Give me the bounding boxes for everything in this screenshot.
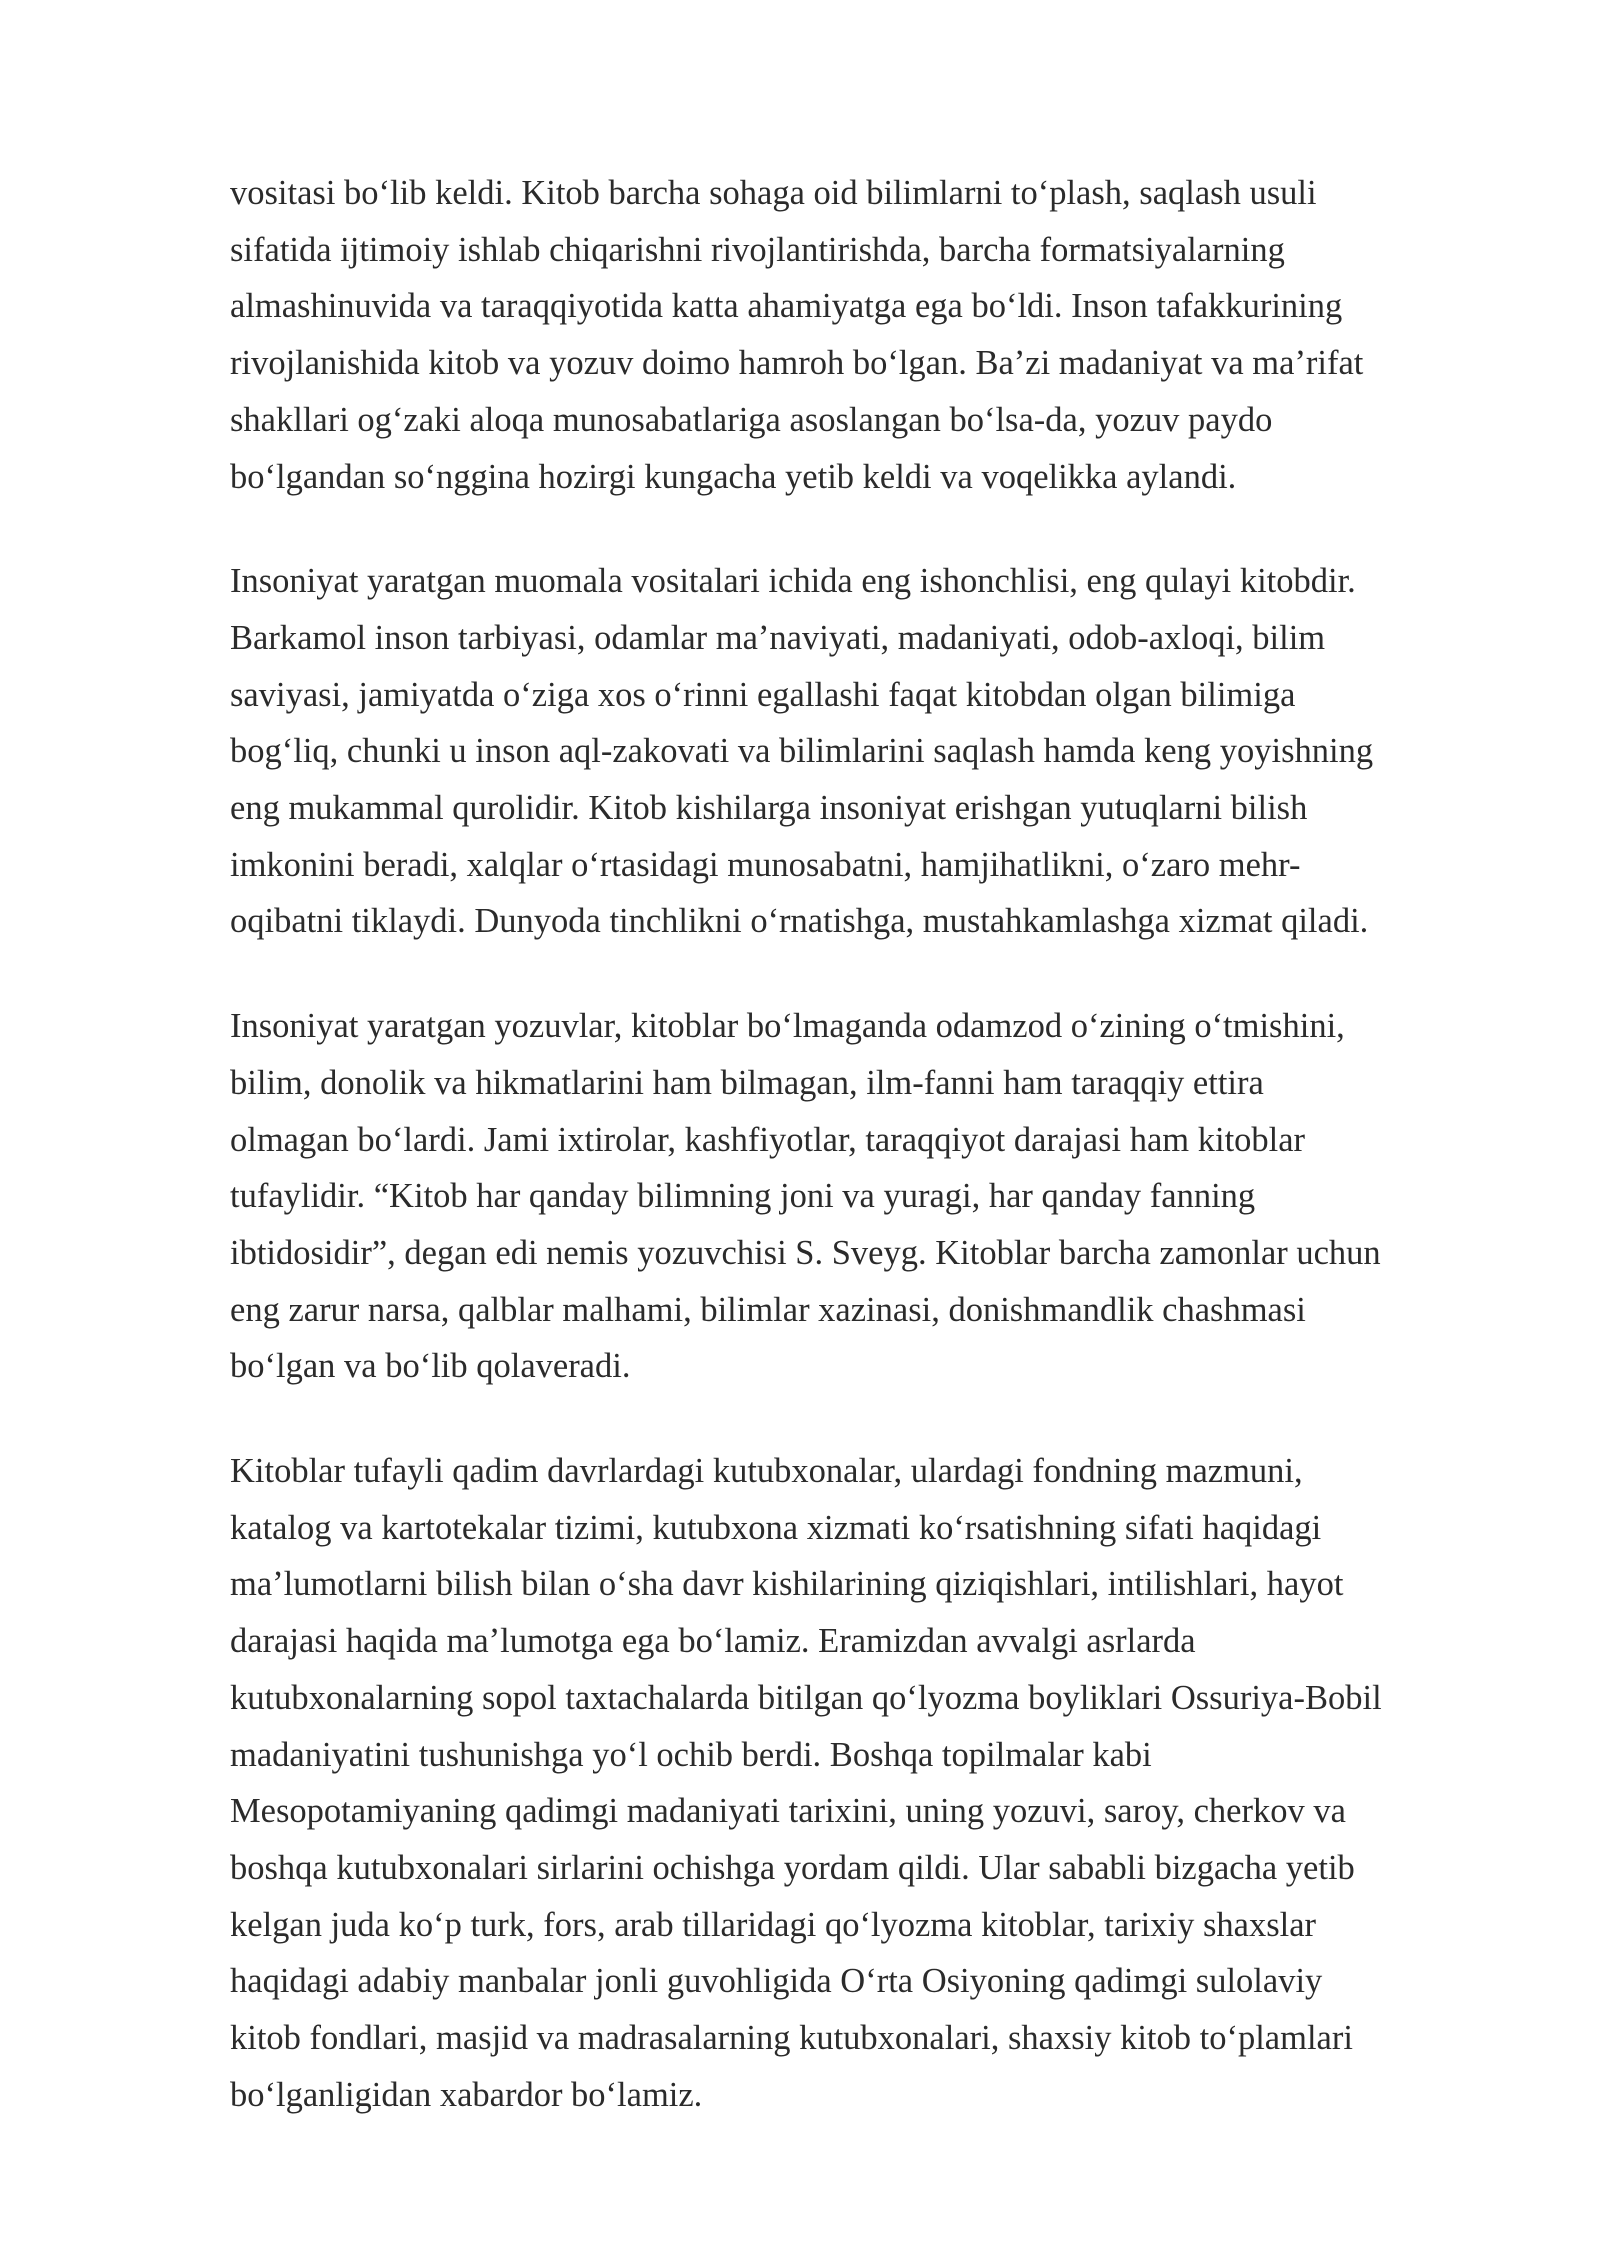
text-line: ibtidosidir”, degan edi nemis yozuvchisi S. Sveyg. Kitoblar barcha zamonlar uchun — [230, 1233, 1381, 1272]
text-line: Kitoblar tufayli qadim davrlardagi kutubxonalar, ulardagi fondning mazmuni, — [230, 1452, 1303, 1491]
text-line: Insoniyat yaratgan yozuvlar, kitoblar boʻlmaganda odamzod oʻzining oʻtmishini, — [230, 1007, 1345, 1046]
text-line: eng mukammal qurolidir. Kitob kishilarga insoniyat erishgan yutuqlarni bilish — [230, 789, 1308, 828]
text-line: bogʻliq, chunki u inson aql-zakovati va bilimlarini saqlash hamda keng yoyishning — [230, 732, 1374, 771]
paragraph-3 — [230, 998, 1500, 1395]
text-line: olmagan boʻlardi. Jami ixtirolar, kashfiyotlar, taraqqiyot darajasi ham kitoblar — [230, 1120, 1306, 1159]
text-line: sifatida ijtimoiy ishlab chiqarishni rivojlantirishda, barcha formatsiyalarning — [230, 230, 1285, 269]
paragraph-1 — [230, 165, 1500, 505]
text-line: vositasi boʻlib keldi. Kitob barcha sohaga oid bilimlarni toʻplash, saqlash usuli — [230, 174, 1317, 212]
text-line: imkonini beradi, xalqlar oʻrtasidagi munosabatni, hamjihatlikni, oʻzaro mehr- — [230, 845, 1301, 884]
paragraph-2 — [230, 553, 1500, 950]
text-line: haqidagi adabiy manbalar jonli guvohligida Oʻrta Osiyoning qadimgi sulolaviy — [230, 1962, 1323, 2001]
text-line: kelgan juda koʻp turk, fors, arab tillaridagi qoʻlyozma kitoblar, tarixiy shaxslar — [230, 1905, 1317, 1944]
paragraph-4 — [230, 1443, 1500, 2123]
text-line: madaniyatini tushunishga yoʻl ochib berdi. Boshqa topilmalar kabi — [230, 1735, 1152, 1774]
text-line: almashinuvida va taraqqiyotida katta ahamiyatga ega boʻldi. Inson tafakkurining — [230, 287, 1343, 326]
text-line: Mesopotamiyaning qadimgi madaniyati tarixini, uning yozuvi, saroy, cherkov va — [230, 1792, 1346, 1831]
text-line: boʻlgandan soʻnggina hozirgi kungacha yetib keldi va voqelikka aylandi. — [230, 457, 1237, 496]
text-line: Barkamol inson tarbiyasi, odamlar maʼnaviyati, madaniyati, odob-axloqi, bilim — [230, 618, 1326, 657]
text-line: maʼlumotlarni bilish bilan oʻsha davr kishilarining qiziqishlari, intilishlari, hayot — [230, 1565, 1344, 1604]
text-line: boʻlganligidan xabardor boʻlamiz. — [230, 2075, 703, 2114]
text-line: rivojlanishida kitob va yozuv doimo hamroh boʻlgan. Baʼzi madaniyat va maʼrifat — [230, 344, 1364, 383]
body-text — [230, 165, 1500, 2172]
text-line: boshqa kutubxonalari sirlarini ochishga yordam qildi. Ular sababli bizgacha yetib — [230, 1848, 1355, 1887]
text-line: katalog va kartotekalar tizimi, kutubxona xizmati koʻrsatishning sifati haqidagi — [230, 1508, 1322, 1547]
text-line: tufaylidir. “Kitob har qanday bilimning joni va yuragi, har qanday fanning — [230, 1177, 1256, 1216]
text-line: kitob fondlari, masjid va madrasalarning kutubxonalari, shaxsiy kitob toʻplamlari — [230, 2019, 1353, 2058]
text-line: kutubxonalarning sopol taxtachalarda bitilgan qoʻlyozma boyliklari Ossuriya-Bobil — [230, 1678, 1382, 1717]
text-line: saviyasi, jamiyatda oʻziga xos oʻrinni egallashi faqat kitobdan olgan bilimiga — [230, 675, 1296, 714]
text-line: Insoniyat yaratgan muomala vositalari ichida eng ishonchlisi, eng qulayi kitobdir. — [230, 562, 1356, 601]
text-line: oqibatni tiklaydi. Dunyoda tinchlikni oʻrnatishga, mustahkamlashga xizmat qiladi. — [230, 902, 1369, 941]
text-line: bilim, donolik va hikmatlarini ham bilmagan, ilm-fanni ham taraqqiy ettira — [230, 1063, 1264, 1102]
text-line: darajasi haqida maʼlumotga ega boʻlamiz. Eramizdan avvalgi asrlarda — [230, 1622, 1196, 1661]
text-line: shakllari ogʻzaki aloqa munosabatlariga asoslangan boʻlsa-da, yozuv paydo — [230, 400, 1273, 439]
text-line: boʻlgan va boʻlib qolaveradi. — [230, 1347, 631, 1386]
text-line: eng zarur narsa, qalblar malhami, bilimlar xazinasi, donishmandlik chashmasi — [230, 1290, 1306, 1329]
